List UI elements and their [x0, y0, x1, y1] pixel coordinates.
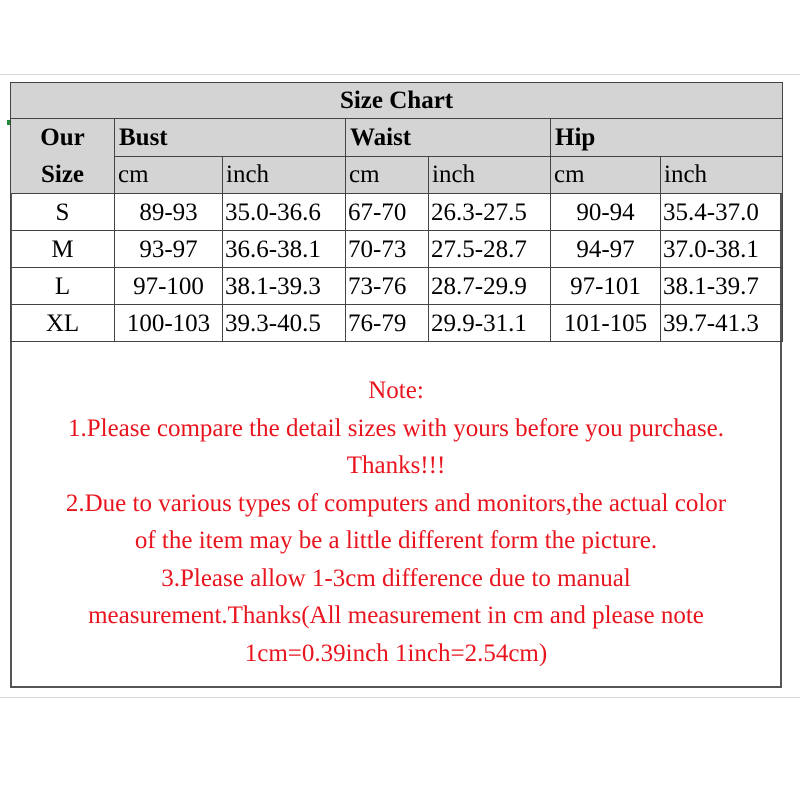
size-cell: M — [11, 231, 115, 268]
group-header-row — [11, 119, 783, 157]
note-heading: Note: — [368, 377, 424, 404]
bust-inch-cell: 39.3-40.5 — [223, 305, 346, 342]
note-line: 1cm=0.39inch 1inch=2.54cm) — [244, 639, 548, 667]
notes-section — [12, 360, 780, 686]
unit-label: inch — [223, 156, 346, 194]
table-row — [11, 305, 783, 342]
waist-cm-cell: 76-79 — [346, 305, 429, 342]
waist-inch-cell: 27.5-28.7 — [429, 231, 551, 268]
our-size-line1: Our — [40, 124, 85, 151]
unit-label: cm — [115, 156, 223, 194]
size-chart-table — [10, 82, 783, 342]
our-size-header — [11, 119, 115, 194]
hip-inch-cell: 38.1-39.7 — [661, 268, 783, 305]
background-grid-line — [0, 74, 800, 75]
bust-cm-cell: 97-100 — [115, 268, 223, 305]
note-line: 1.Please compare the detail sizes with yours before you purchase. — [67, 414, 725, 442]
hip-cm-cell: 101-105 — [551, 305, 661, 342]
size-cell: XL — [11, 305, 115, 342]
hip-cm-cell: 94-97 — [551, 231, 661, 268]
hip-inch-cell: 39.7-41.3 — [661, 305, 783, 342]
size-cell: L — [11, 268, 115, 305]
note-line: 3.Please allow 1-3cm difference due to manual — [161, 564, 631, 592]
unit-header-row — [11, 156, 783, 194]
waist-inch-cell: 26.3-27.5 — [429, 194, 551, 231]
hip-header: Hip — [551, 119, 783, 157]
table-row — [11, 268, 783, 305]
chart-title: Size Chart — [11, 83, 783, 119]
note-line: Thanks!!! — [346, 452, 446, 479]
bust-inch-cell: 38.1-39.3 — [223, 268, 346, 305]
title-row — [11, 83, 783, 119]
unit-label: inch — [429, 156, 551, 194]
waist-inch-cell: 29.9-31.1 — [429, 305, 551, 342]
our-size-line2: Size — [40, 161, 85, 188]
size-cell: S — [11, 194, 115, 231]
table-row — [11, 194, 783, 231]
unit-label: cm — [346, 156, 429, 194]
unit-label: cm — [551, 156, 661, 194]
hip-cm-cell: 97-101 — [551, 268, 661, 305]
unit-label: inch — [661, 156, 783, 194]
bust-inch-cell: 35.0-36.6 — [223, 194, 346, 231]
background-grid-line — [0, 697, 800, 698]
note-line: measurement.Thanks(All measurement in cm and please note — [88, 602, 704, 629]
waist-cm-cell: 73-76 — [346, 268, 429, 305]
hip-inch-cell: 35.4-37.0 — [661, 194, 783, 231]
hip-inch-cell: 37.0-38.1 — [661, 231, 783, 268]
hip-cm-cell: 90-94 — [551, 194, 661, 231]
note-line: 2.Due to various types of computers and monitors,the actual color — [65, 489, 727, 517]
bust-cm-cell: 93-97 — [115, 231, 223, 268]
table-row — [11, 231, 783, 268]
bust-inch-cell: 36.6-38.1 — [223, 231, 346, 268]
waist-cm-cell: 67-70 — [346, 194, 429, 231]
waist-cm-cell: 70-73 — [346, 231, 429, 268]
bust-cm-cell: 100-103 — [115, 305, 223, 342]
note-line: of the item may be a little different form the picture. — [134, 527, 658, 554]
bust-header: Bust — [115, 119, 346, 157]
waist-header: Waist — [346, 119, 551, 157]
waist-inch-cell: 28.7-29.9 — [429, 268, 551, 305]
bust-cm-cell: 89-93 — [115, 194, 223, 231]
